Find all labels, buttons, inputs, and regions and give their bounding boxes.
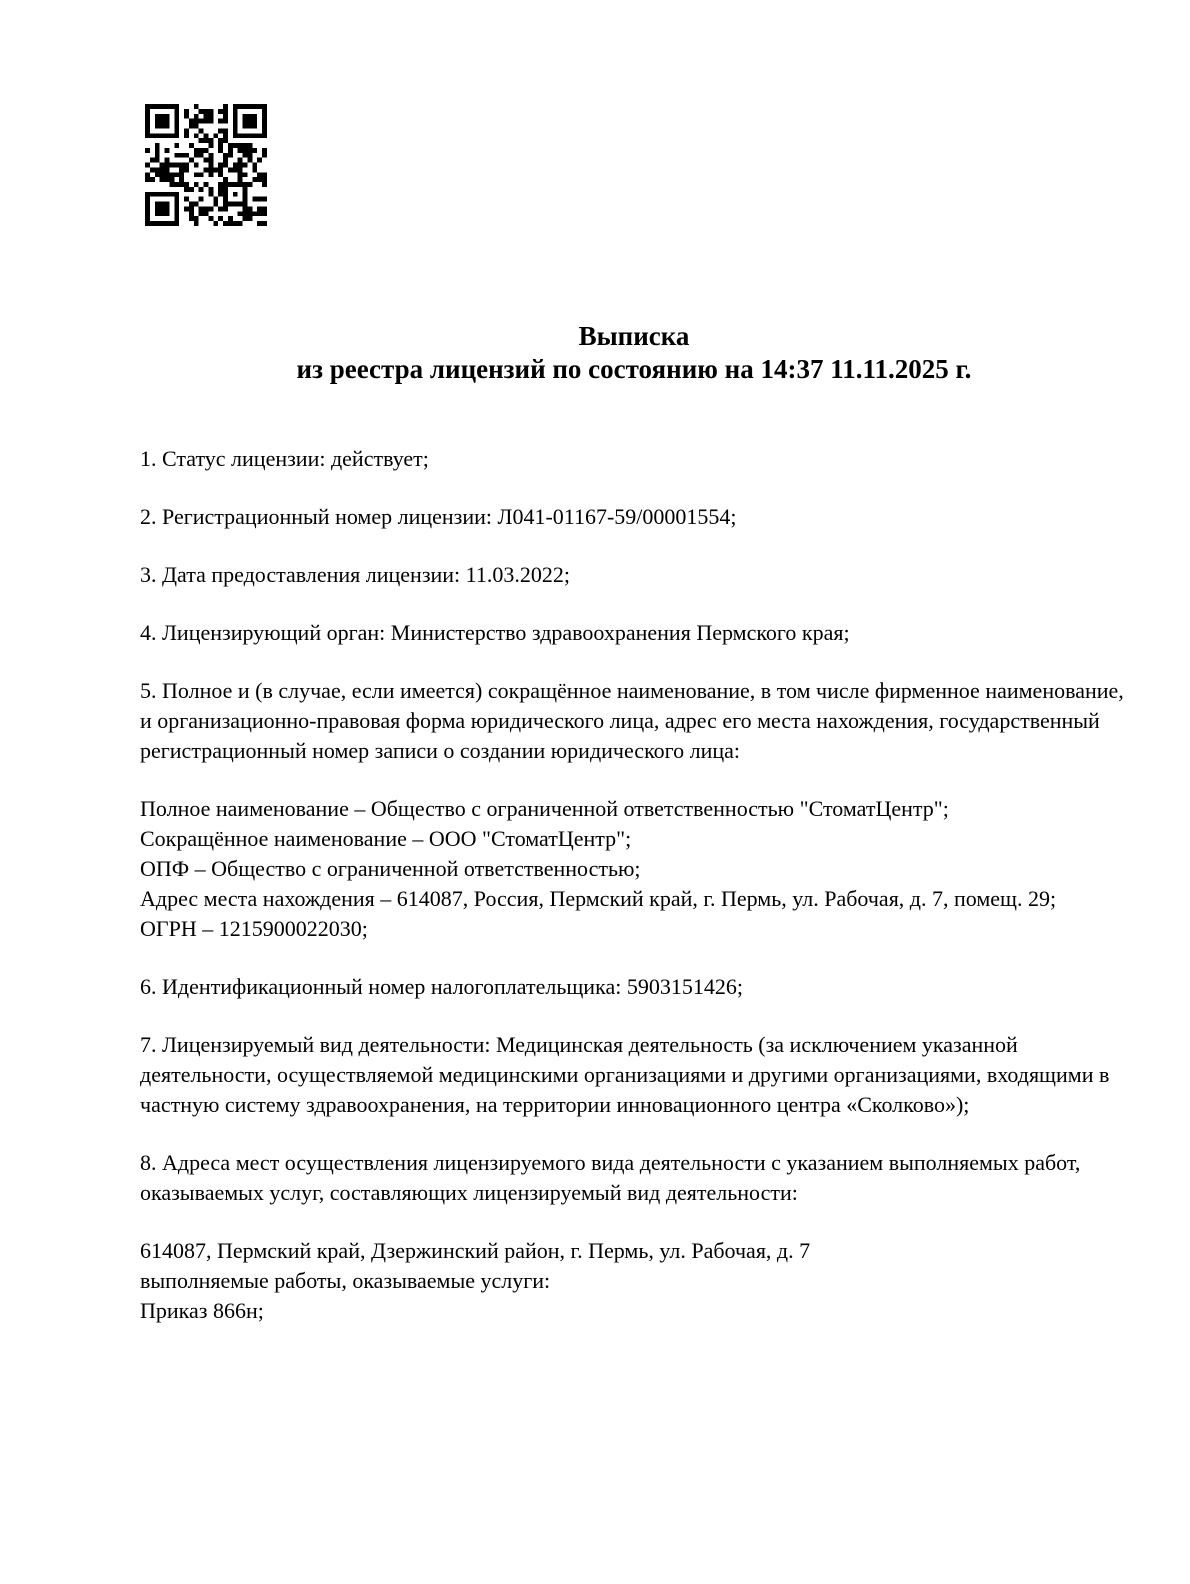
document-body bbox=[140, 444, 1128, 1354]
org-details-block bbox=[140, 794, 1128, 944]
title-line-1: Выписка bbox=[578, 321, 690, 351]
org-full-name: Полное наименование – Общество с ограниченной ответственностью "СтоматЦентр"; bbox=[140, 796, 949, 821]
document-title bbox=[140, 320, 1128, 386]
para-org-info-heading: 5. Полное и (в случае, если имеется) сокращённое наименование, в том числе фирменное наименование, и организационно-правовая форма юридического лица, адрес его места нахождения, государственный регистрационный номер записи о создании юридического лица: bbox=[140, 678, 1124, 763]
activity-address-block bbox=[140, 1236, 1128, 1326]
activity-address-line: 614087, Пермский край, Дзержинский район, г. Пермь, ул. Рабочая, д. 7 bbox=[140, 1238, 811, 1263]
org-legal-form: ОПФ – Общество с ограниченной ответственностью; bbox=[140, 856, 641, 881]
qr-code-icon bbox=[145, 104, 267, 226]
para-reg-number: 2. Регистрационный номер лицензии: Л041-01167-59/00001554; bbox=[140, 504, 737, 529]
para-license-status: 1. Статус лицензии: действует; bbox=[140, 446, 429, 471]
org-ogrn: ОГРН – 1215900022030; bbox=[140, 916, 368, 941]
order-reference: Приказ 866н; bbox=[140, 1298, 264, 1323]
para-addresses-heading: 8. Адреса мест осуществления лицензируемого вида деятельности с указанием выполняемых работ, оказываемых услуг, составляющих лицензируемый вид деятельности: bbox=[140, 1150, 1081, 1205]
para-licensing-authority: 4. Лицензирующий орган: Министерство здравоохранения Пермского края; bbox=[140, 620, 850, 645]
org-address: Адрес места нахождения – 614087, Россия, Пермский край, г. Пермь, ул. Рабочая, д. 7, помещ. 29; bbox=[140, 886, 1057, 911]
title-line-2: из реестра лицензий по состоянию на 14:37 11.11.2025 г. bbox=[296, 354, 972, 384]
org-short-name: Сокращённое наименование – ООО "СтоматЦентр"; bbox=[140, 826, 632, 851]
works-services-label: выполняемые работы, оказываемые услуги: bbox=[140, 1268, 551, 1293]
para-inn: 6. Идентификационный номер налогоплательщика: 5903151426; bbox=[140, 974, 743, 999]
para-licensed-activity: 7. Лицензируемый вид деятельности: Медицинская деятельность (за исключением указанной деятельности, осуществляемой медицинскими организациями и другими организациями, входящими в частную систему здравоохранения, на территории инновационного центра «Сколково»); bbox=[140, 1032, 1110, 1117]
para-grant-date: 3. Дата предоставления лицензии: 11.03.2022; bbox=[140, 562, 570, 587]
